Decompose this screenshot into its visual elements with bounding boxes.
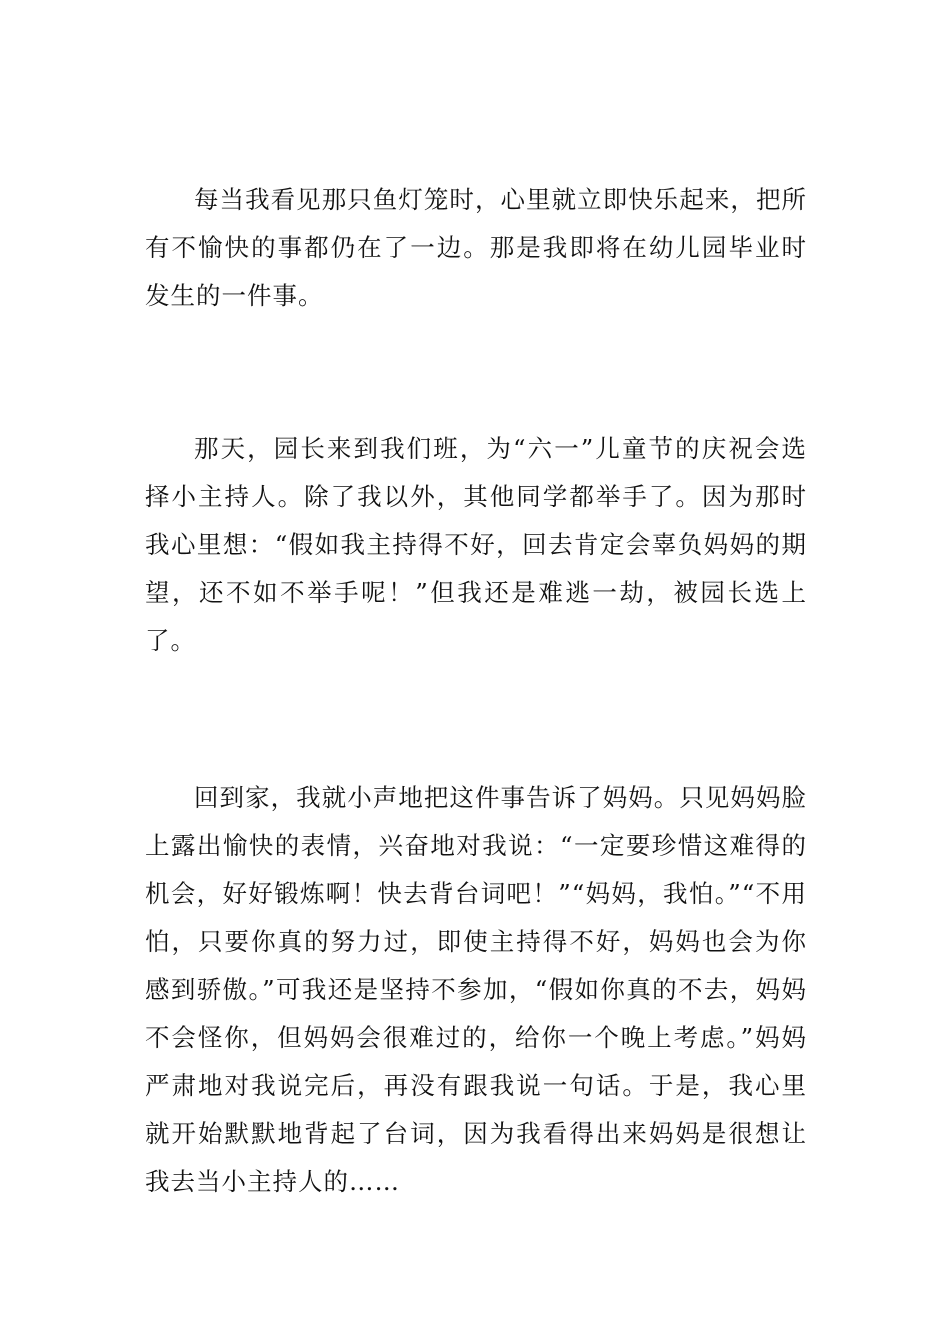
paragraph-2: 那天，园长来到我们班，为“六一”儿童节的庆祝会选择小主持人。除了我以外，其他同学都举手了。因为那时我心里想：“假如我主持得不好，回去肯定会辜负妈妈的期望，还不如不举手呢！”但我还是难逃一劫，被园长选上了。 xyxy=(145,434,807,655)
paragraph-1: 每当我看见那只鱼灯笼时，心里就立即快乐起来，把所有不愉快的事都仍在了一边。那是我即将在幼儿园毕业时发生的一件事。 xyxy=(145,185,807,310)
paragraph-3: 回到家，我就小声地把这件事告诉了妈妈。只见妈妈脸上露出愉快的表情，兴奋地对我说：“一定要珍惜这难得的机会，好好锻炼啊！快去背台词吧！”“妈妈，我怕。”“不用怕，只要你真的努力过，即使主持得不好，妈妈也会为你感到骄傲。”可我还是坚持不参加，“假如你真的不去，妈妈不会怪你，但妈妈会很难过的，给你一个晚上考虑。”妈妈严肃地对我说完后，再没有跟我说一句话。于是，我心里就开始默默地背起了台词，因为我看得出来妈妈是很想让我去当小主持人的…… xyxy=(145,783,807,1196)
